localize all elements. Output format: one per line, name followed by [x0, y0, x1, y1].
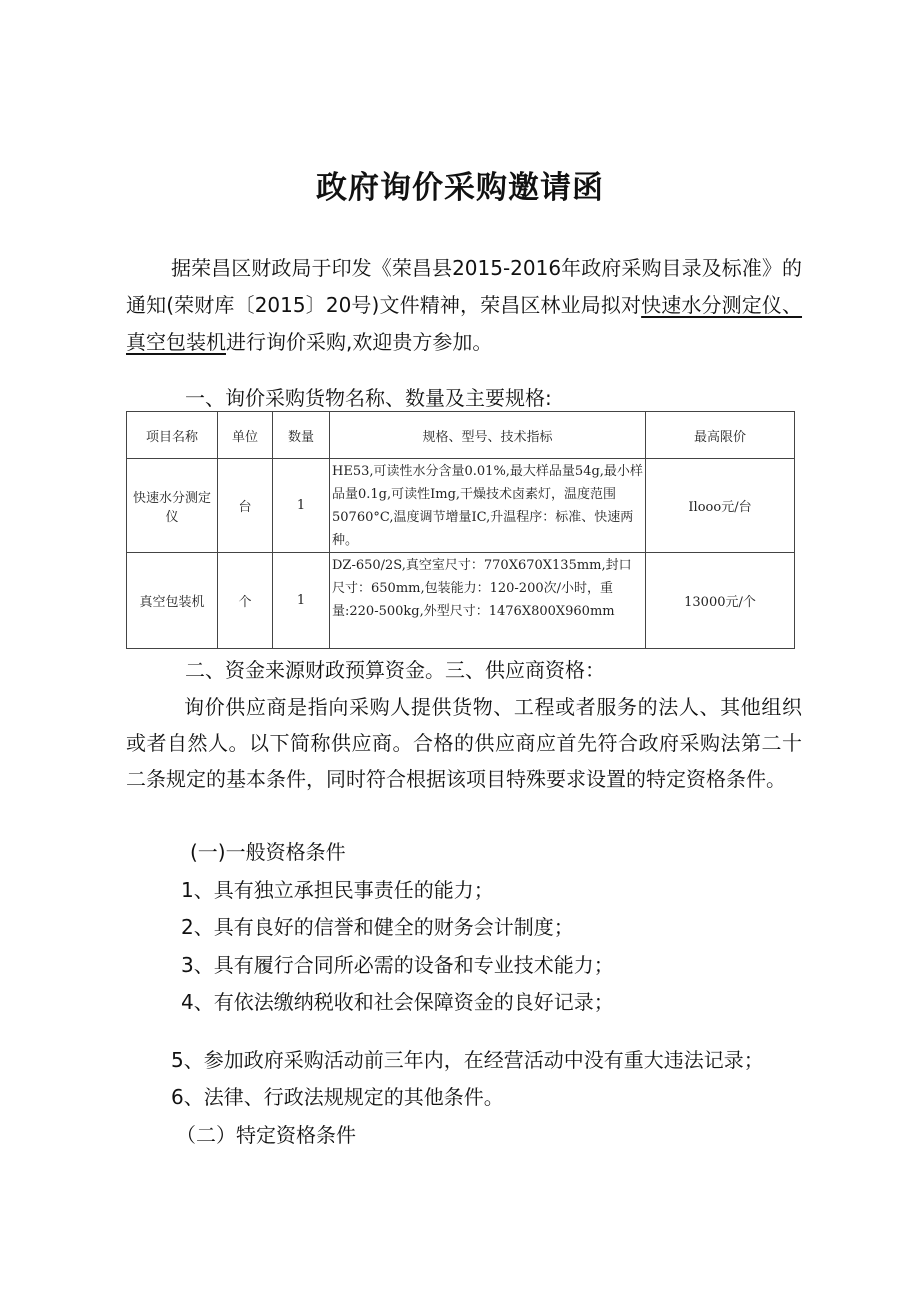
cell-quantity: 1 — [273, 459, 330, 553]
cell-quantity: 1 — [273, 553, 330, 649]
intro-text-end: 进行询价采购,欢迎贵方参加。 — [226, 330, 493, 354]
condition-item: 4、有依法缴纳税收和社会保障资金的良好记录； — [181, 990, 614, 1014]
cell-item-name: 真空包装机 — [127, 553, 218, 649]
general-conditions-heading: (一)一般资格条件 — [190, 840, 346, 864]
cell-unit: 个 — [218, 553, 273, 649]
condition-item: 2、具有良好的信誉和健全的财务会计制度； — [181, 915, 574, 939]
header-spec: 规格、型号、技术指标 — [330, 412, 646, 459]
section-1-heading: 一、询价采购货物名称、数量及主要规格: — [185, 386, 552, 410]
intro-paragraph — [126, 250, 802, 361]
specific-conditions-heading: （二）特定资格条件 — [176, 1123, 356, 1147]
cell-max-price: Ilooo元/台 — [646, 459, 795, 553]
condition-item: 3、具有履行合同所必需的设备和专业技术能力； — [181, 953, 614, 977]
cell-spec: HE53,可读性水分含量0.01%,最大样品量54g,最小样品量0.1g,可读性Img,干燥技术卤素灯，温度范围50760°C,温度调节增量IC,升温程序：标准、快速两种。 — [330, 459, 646, 553]
supplier-paragraph: 询价供应商是指向采购人提供货物、工程或者服务的法人、其他组织或者自然人。以下简称供应商。合格的供应商应首先符合政府采购法第二十二条规定的基本条件，同时符合根据该项目特殊要求设置的特定资格条件。 — [126, 695, 802, 791]
condition-item: 6、法律、行政法规规定的其他条件。 — [171, 1085, 504, 1109]
spec-table — [126, 411, 795, 649]
section-2-heading: 二、资金来源财政预算资金。三、供应商资格： — [185, 658, 605, 682]
header-max-price: 最高限价 — [646, 412, 795, 459]
header-item-name: 项目名称 — [127, 412, 218, 459]
cell-max-price: 13000元/个 — [646, 553, 795, 649]
table-row — [127, 553, 795, 649]
intro-underlined-items: 快速水分测定仪、真空包装机 — [126, 293, 803, 354]
cell-item-name: 快速水分测定仪 — [127, 459, 218, 553]
header-unit: 单位 — [218, 412, 273, 459]
table-row — [127, 459, 795, 553]
table-header-row — [127, 412, 795, 459]
intro-text: 据荣昌区财政局于印发《荣昌县2015-2016年政府采购目录及标准》的通知(荣财库〔2015〕20号)文件精神，荣昌区林业局拟对 — [126, 256, 802, 317]
page-title: 政府询价采购邀请函 — [316, 170, 604, 206]
header-quantity: 数量 — [273, 412, 330, 459]
cell-spec: DZ-650/2S,真空室尺寸：770X670X135mm,封口尺寸：650mm,包装能力：120-200次/小时，重量:220-500kg,外型尺寸：1476X800X960mm — [330, 553, 646, 649]
condition-item: 5、参加政府采购活动前三年内，在经营活动中没有重大违法记录； — [171, 1048, 764, 1072]
condition-item: 1、具有独立承担民事责任的能力； — [181, 878, 494, 902]
cell-unit: 台 — [218, 459, 273, 553]
